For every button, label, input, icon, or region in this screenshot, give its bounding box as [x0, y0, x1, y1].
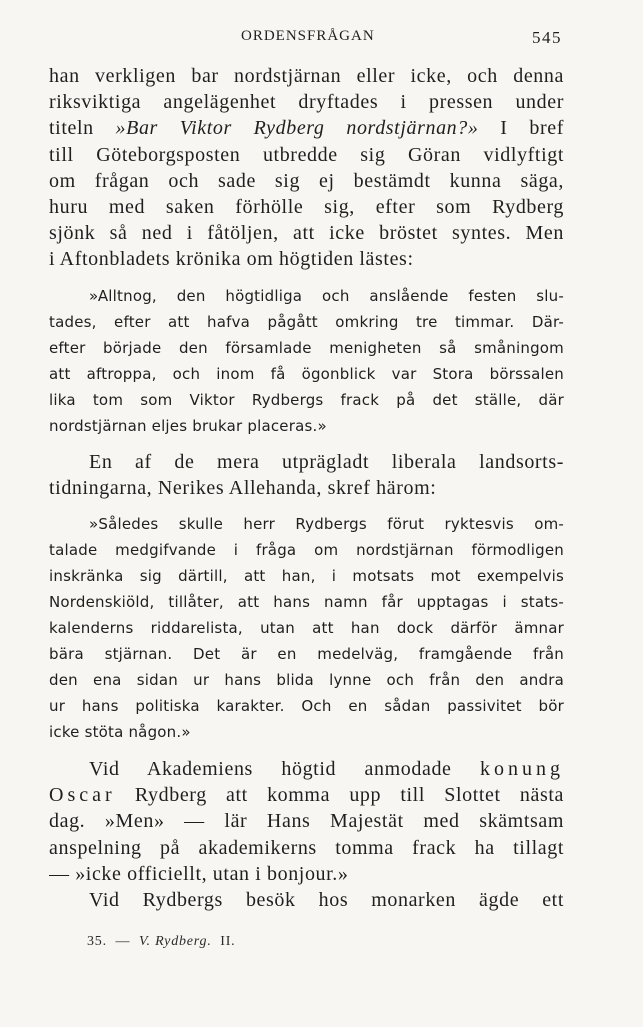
footer-author: V. Rydberg. [138, 934, 212, 949]
text-line: anspelning på akademikerns tomma frack ha tillagt [49, 836, 564, 859]
book-page [49, 0, 564, 1027]
signature-footer [87, 934, 235, 950]
text-line [49, 782, 564, 808]
footer-dash: — [115, 934, 131, 949]
text-line: om frågan och sade sig ej bestämdt kunna säga, [49, 169, 564, 192]
quote-line: inskränka sig därtill, att han, i motsats mot exempelvis [49, 567, 564, 586]
running-title: ORDENSFRÅGAN [241, 28, 375, 44]
quote-line: »Således skulle herr Rydbergs förut ryktesvis om- [89, 515, 564, 534]
quote-line: ur hans politiska karakter. Och en sådan passivitet bör [49, 697, 564, 716]
quote-line: talade medgifvande i fråga om nordstjärnan förmodligen [49, 541, 564, 560]
running-head [49, 28, 564, 50]
quote-line: bära stjärnan. Det är en medelväg, framgående från [49, 645, 564, 664]
text-fragment: Vid Akademiens högtid anmodade [89, 758, 480, 781]
body-text [49, 63, 564, 913]
quote-line: nordstjärnan eljes brukar placeras.» [49, 416, 327, 435]
quote-aftonbladet [49, 283, 564, 439]
quote-line: efter började den församlade menigheten så småningom [49, 338, 564, 357]
text-line: han verkligen bar nordstjärnan eller icke, och denna [49, 65, 564, 87]
text-line: — »icke officiellt, utan i bonjour.» [49, 862, 349, 885]
quote-line: tades, efter att hafva pågått omkring tre timmar. Där- [49, 312, 564, 331]
quote-nerikes-allehanda [49, 511, 564, 745]
footer-volume: II. [220, 934, 236, 949]
text-line: riksviktiga angelägenhet dryftades i pressen under [49, 91, 564, 114]
quote-line: icke stöta någon.» [49, 723, 191, 742]
paragraph-4 [49, 887, 564, 913]
text-line [49, 115, 564, 141]
quote-line: Nordenskiöld, tillåter, att hans namn får upptagas i stats- [49, 593, 564, 612]
text-line: Vid Rydbergs besök hos monarken ägde ett [89, 889, 564, 912]
spaced-word: Oscar [49, 784, 116, 807]
text-line: till Göteborgsposten utbredde sig Göran vidlyftigt [49, 143, 564, 166]
text-line: dag. »Men» — lär Hans Majestät med skämtsam [49, 810, 564, 833]
quote-line: den ena sidan ur hans blida lynne och från den andra [49, 671, 564, 690]
text-fragment: I bref [478, 117, 564, 140]
spaced-word: konung [480, 758, 564, 781]
italic-title: »Bar Viktor Rydberg nordstjärnan?» [115, 117, 479, 140]
paragraph-2 [49, 449, 564, 501]
paragraph-3 [49, 756, 564, 887]
quote-line: kalenderns riddarelista, utan att han dock därför ämnar [49, 619, 564, 638]
text-line: huru med saken förhölle sig, efter som Rydberg [49, 196, 564, 219]
quote-line: »Alltnog, den högtidliga och anslående festen slu- [89, 286, 564, 305]
text-line: tidningarna, Nerikes Allehanda, skref härom: [49, 476, 437, 499]
quote-line: lika tom som Viktor Rydbergs frack på det ställe, där [49, 390, 564, 409]
text-fragment: Rydberg att komma upp till Slottet nästa [115, 784, 564, 807]
text-line: sjönk så ned i fåtöljen, att icke bröstet syntes. Men [49, 222, 564, 245]
quote-line: att aftroppa, och inom få ögonblick var Stora börssalen [49, 364, 564, 383]
text-line [49, 756, 564, 782]
text-line: En af de mera utprägladt liberala landsorts- [89, 450, 564, 473]
text-fragment: titeln [49, 117, 116, 140]
page-number: 545 [532, 28, 562, 47]
signature-number: 35. [87, 934, 107, 949]
text-line: i Aftonbladets krönika om högtiden lästes: [49, 248, 414, 271]
paragraph-1 [49, 63, 564, 273]
